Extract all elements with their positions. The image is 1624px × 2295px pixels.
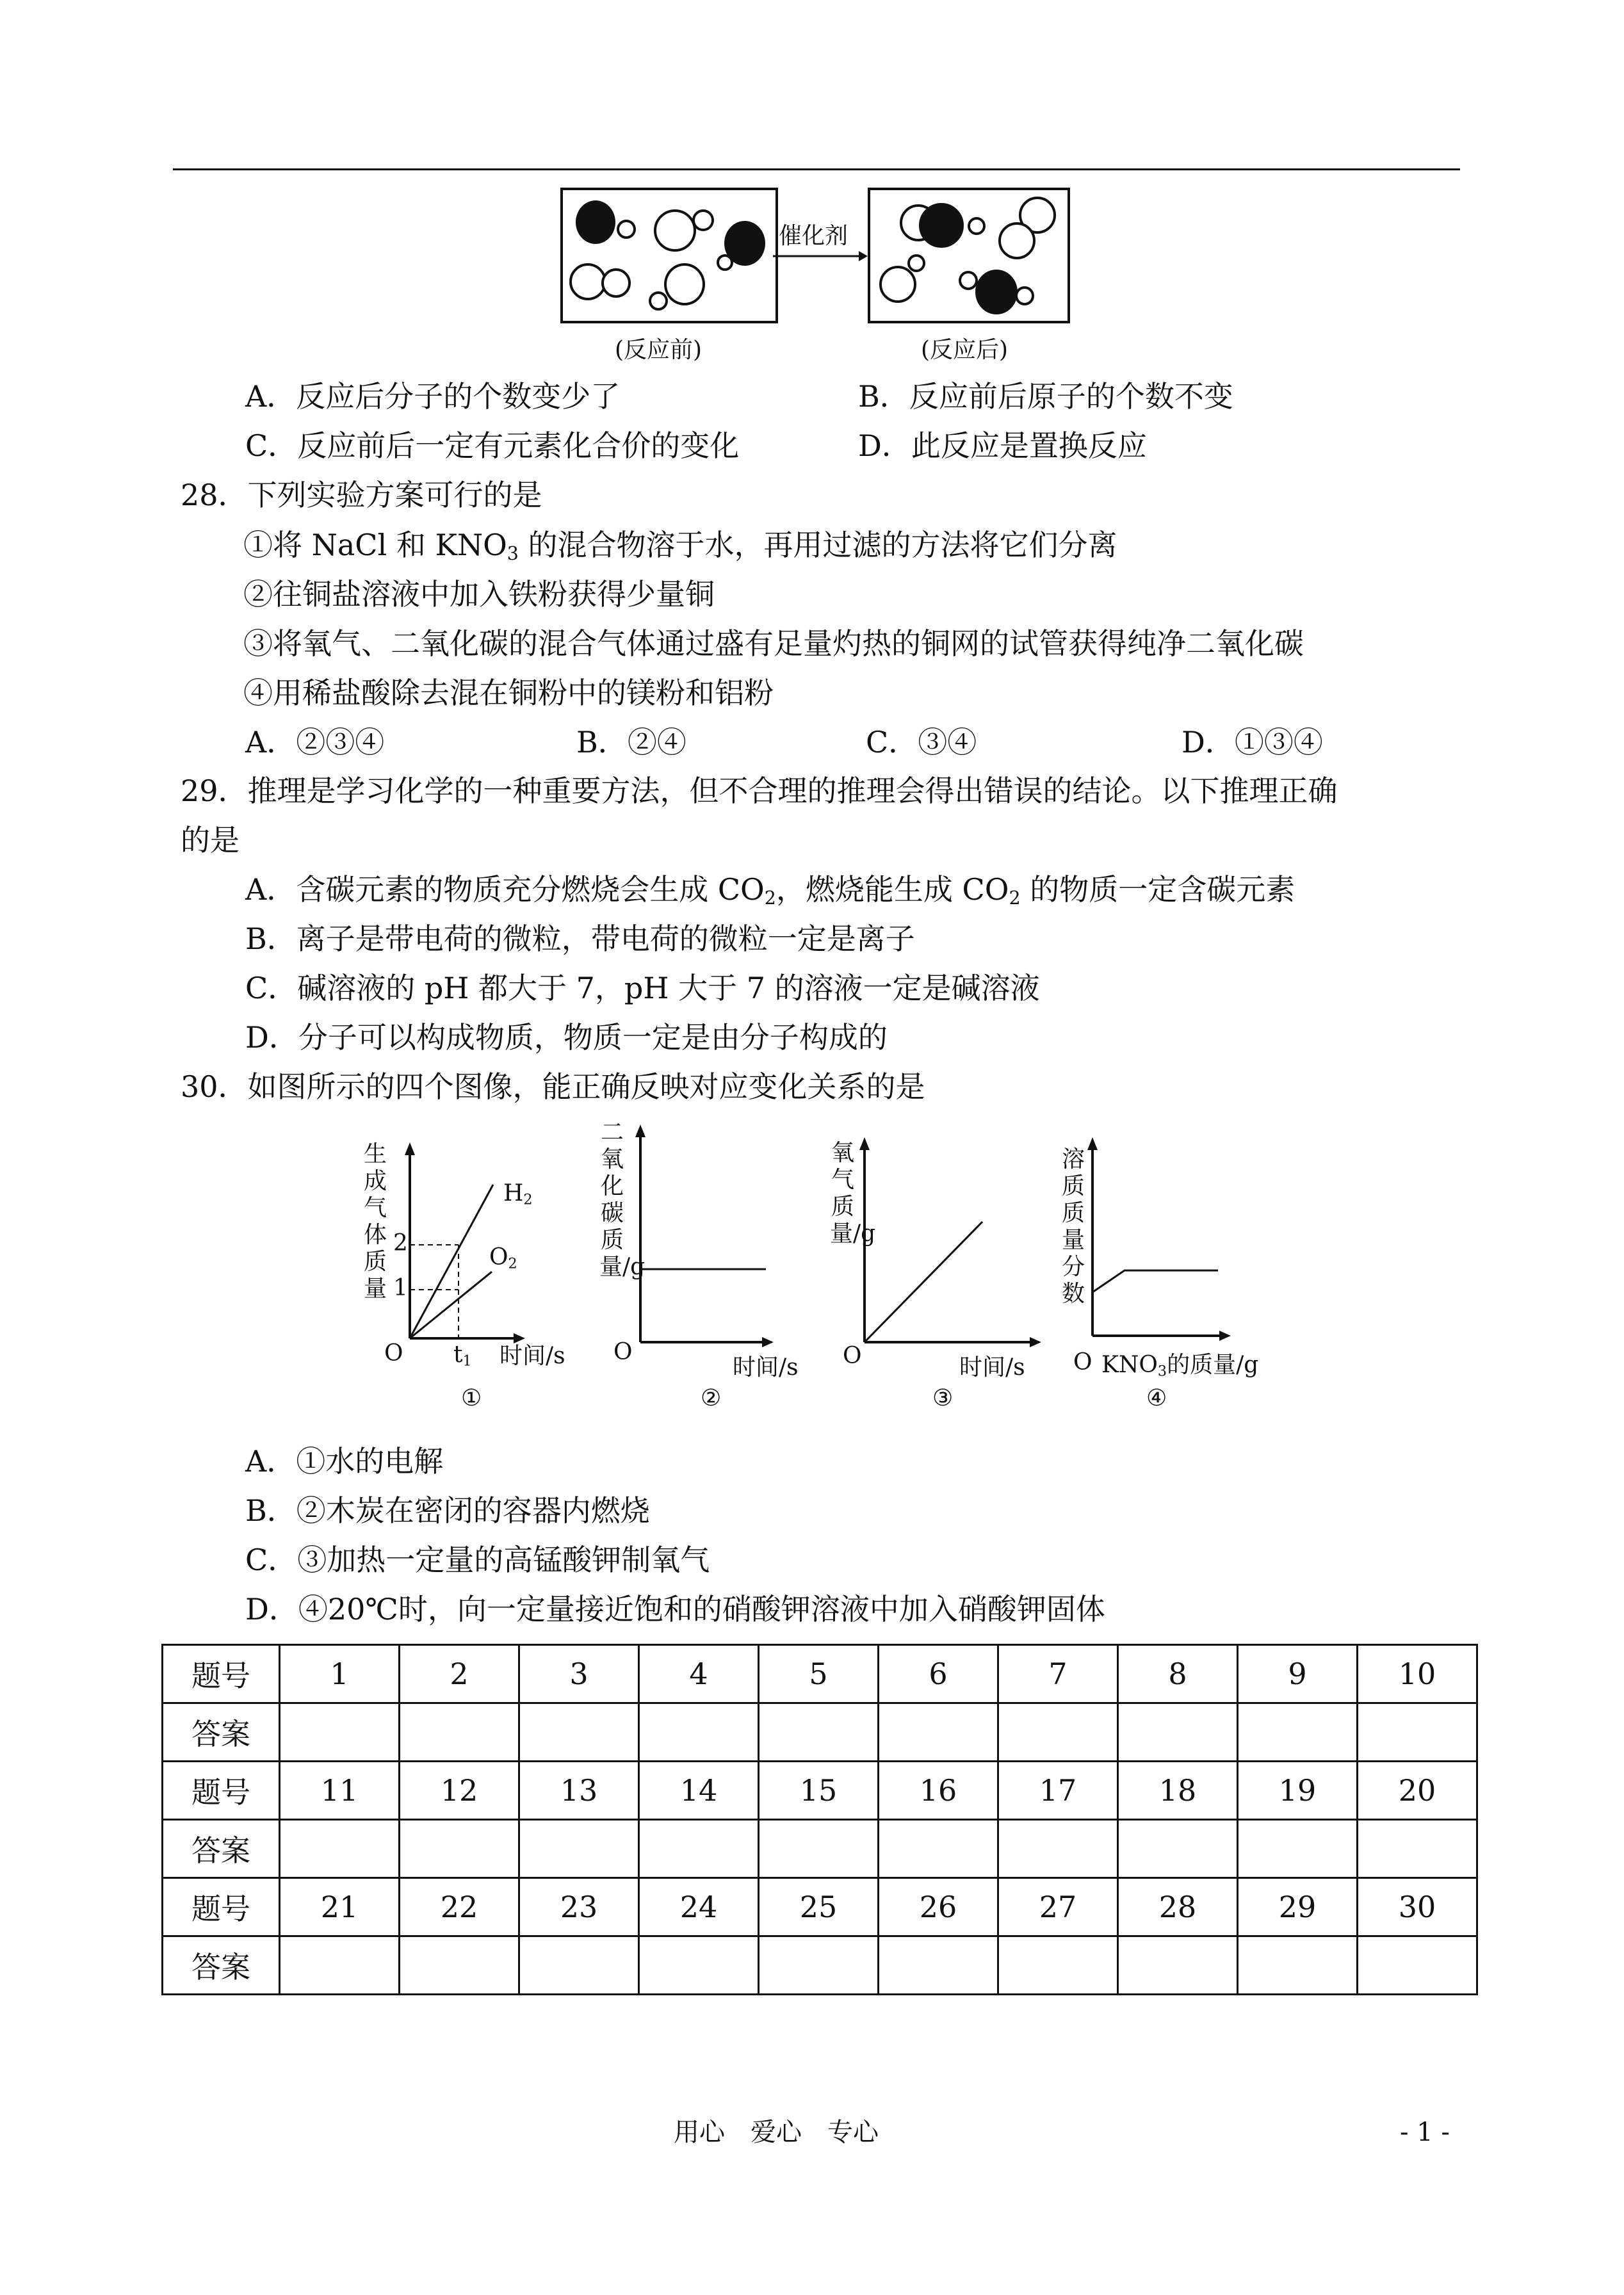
footer-motto: 用心 爱心 专心 [674,2118,879,2147]
answer-cell[interactable] [280,1820,400,1878]
row-header: 答案 [163,1820,280,1878]
graph2-xlabel: 时间/s [733,1354,799,1381]
graph1-ylabel: 生成气体质量 [363,1141,387,1302]
answer-cell[interactable] [1118,1936,1238,1995]
question-number-cell: 7 [998,1645,1118,1703]
question-number-cell: 28 [1118,1878,1238,1936]
answer-cell[interactable] [400,1936,519,1995]
white-atom-small [1015,286,1034,305]
graph2-number: ② [701,1385,722,1411]
question-number-cell: 11 [280,1762,400,1820]
row-header: 题号 [163,1762,280,1820]
answer-cell[interactable] [400,1703,519,1762]
graph2-ylabel: 二氧化碳质量/g [599,1119,646,1280]
q28-choice-d: D．①③④ [1181,725,1323,759]
question-number-cell: 1 [280,1645,400,1703]
answer-cell[interactable] [280,1703,400,1762]
white-atom [664,263,705,305]
question-number-cell: 6 [879,1645,998,1703]
table-row [163,1820,1477,1878]
header-rule [173,168,1460,170]
white-atom [654,209,696,252]
row-header: 题号 [163,1645,280,1703]
graph3-number: ③ [932,1385,954,1411]
q28-choice-a: A．②③④ [245,725,385,759]
black-atom [975,270,1018,314]
answer-cell[interactable] [1358,1703,1477,1762]
q28-item-3: ③将氧气、二氧化碳的混合气体通过盛有足量灼热的铜网的试管获得纯净二氧化碳 [243,626,1304,661]
question-number-cell: 21 [280,1878,400,1936]
table-row [163,1936,1477,1995]
row-header: 题号 [163,1878,280,1936]
q28-item-2: ②往铜盐溶液中加入铁粉获得少量铜 [243,577,715,612]
question-number-cell: 4 [639,1645,759,1703]
question-number-cell: 26 [879,1878,998,1936]
answer-cell[interactable] [639,1703,759,1762]
answer-cell[interactable] [998,1820,1118,1878]
q28-stem: 28．下列实验方案可行的是 [181,478,542,512]
q29-stem-line2: 的是 [181,823,240,857]
graph1-h2-label: $H_2$ [503,1180,533,1208]
answer-cell[interactable] [998,1936,1118,1995]
graph1-t1: $t_1$ [453,1342,472,1370]
question-number-cell: 5 [759,1645,879,1703]
q27-option-d: D．此反应是置换反应 [858,428,1147,463]
q30-option-d: D．④20℃时，向一定量接近饱和的硝酸钾溶液中加入硝酸钾固体 [245,1592,1105,1626]
white-atom [879,266,916,303]
question-number-cell: 9 [1238,1645,1358,1703]
question-number-cell: 27 [998,1878,1118,1936]
catalyst-label: 催化剂 [779,223,849,249]
answer-cell[interactable] [1118,1820,1238,1878]
q30-option-a: A．①水的电解 [245,1444,444,1479]
after-label: (反应后) [921,337,1009,363]
reaction-arrow [773,248,869,264]
answer-cell[interactable] [519,1703,639,1762]
h2-line [410,1185,493,1338]
graph4-ylabel: 溶质质量分数 [1061,1146,1085,1307]
white-atom [998,222,1035,259]
row-header: 答案 [163,1936,280,1995]
white-atom-small [617,220,636,239]
answer-cell[interactable] [879,1936,998,1995]
answer-cell[interactable] [759,1936,879,1995]
graph1-o2-label: $O_2$ [489,1244,517,1272]
q29-option-a: A．含碳元素的物质充分燃烧会生成 $CO_2$，燃烧能生成 $CO_2$ 的物质一定含碳元素 [245,872,1295,909]
question-number-cell: 23 [519,1878,639,1936]
answer-cell[interactable] [519,1936,639,1995]
question-number-cell: 13 [519,1762,639,1820]
answer-cell[interactable] [759,1820,879,1878]
graph1-xlabel: 时间/s [499,1343,565,1369]
table-row [163,1762,1477,1820]
graph2-origin: O [613,1339,633,1365]
graph1-origin: O [384,1340,403,1366]
q29-option-c: C．碱溶液的 pH 都大于 7，pH 大于 7 的溶液一定是碱溶液 [245,971,1040,1005]
question-number-cell: 14 [639,1762,759,1820]
solute-fraction-line [1092,1270,1218,1292]
white-atom-small [692,209,714,231]
q29-option-d: D．分子可以构成物质，物质一定是由分子构成的 [245,1020,888,1055]
answer-cell[interactable] [1358,1936,1477,1995]
answer-cell[interactable] [519,1820,639,1878]
table-row [163,1645,1477,1703]
question-number-cell: 10 [1358,1645,1477,1703]
answer-cell[interactable] [1238,1936,1358,1995]
white-atom-small [649,291,668,311]
question-number-cell: 3 [519,1645,639,1703]
white-atom-small [959,271,978,290]
graph3-ylabel: 氧气质量/g [830,1140,876,1247]
question-number-cell: 25 [759,1878,879,1936]
black-atom [919,203,964,248]
graph2-plot [628,1122,775,1355]
white-atom-small [717,254,733,271]
question-number-cell: 29 [1238,1878,1358,1936]
answer-cell[interactable] [1358,1820,1477,1878]
answer-cell[interactable] [759,1703,879,1762]
question-number-cell: 19 [1238,1762,1358,1820]
white-atom [601,268,631,298]
graph1-tick-2: 2 [393,1230,408,1256]
question-number-cell: 12 [400,1762,519,1820]
graph1-tick-1: 1 [393,1275,408,1301]
q28-item-4: ④用稀盐酸除去混在铜粉中的镁粉和铝粉 [243,676,774,710]
question-number-cell: 16 [879,1762,998,1820]
question-number-cell: 30 [1358,1878,1477,1936]
q30-option-c: C．③加热一定量的高锰酸钾制氧气 [245,1543,710,1577]
graph4-plot [1080,1135,1233,1349]
graph4-xlabel: $KNO_3$的质量/g [1101,1352,1259,1380]
q30-option-b: B．②木炭在密闭的容器内燃烧 [245,1493,650,1528]
answer-cell[interactable] [1238,1820,1358,1878]
question-number-cell: 18 [1118,1762,1238,1820]
answer-cell[interactable] [879,1703,998,1762]
table-row [163,1878,1477,1936]
question-number-cell: 8 [1118,1645,1238,1703]
q29-stem-line1: 29．推理是学习化学的一种重要方法，但不合理的推理会得出错误的结论。以下推理正确 [181,774,1338,808]
q28-choice-b: B．②④ [576,725,686,759]
answer-cell[interactable] [1118,1703,1238,1762]
q29-option-b: B．离子是带电荷的微粒，带电荷的微粒一定是离子 [245,921,915,956]
black-atom [576,200,615,244]
q27-option-a: A．反应后分子的个数变少了 [245,379,621,414]
answer-cell[interactable] [400,1820,519,1878]
question-number-cell: 17 [998,1762,1118,1820]
answer-cell[interactable] [639,1820,759,1878]
q28-choice-c: C．③④ [866,725,977,759]
answer-cell[interactable] [1238,1703,1358,1762]
answer-cell[interactable] [639,1936,759,1995]
graph4-origin: O [1073,1349,1092,1375]
after-box [868,188,1070,323]
o2-line [410,1272,492,1338]
graph3-origin: O [843,1343,862,1369]
q30-stem: 30．如图所示的四个图像，能正确反映对应变化关系的是 [181,1069,925,1104]
graph3-plot [852,1135,1044,1355]
q27-option-b: B．反应前后原子的个数不变 [858,379,1233,414]
question-number-cell: 20 [1358,1762,1477,1820]
question-number-cell: 15 [759,1762,879,1820]
table-row [163,1703,1477,1762]
answer-table [161,1644,1478,1995]
answer-cell[interactable] [879,1820,998,1878]
answer-cell[interactable] [280,1936,400,1995]
page-number: - 1 - [1400,2118,1450,2147]
question-number-cell: 24 [639,1878,759,1936]
white-atom-small [907,254,925,272]
q27-option-c: C．反应前后一定有元素化合价的变化 [245,428,740,463]
before-box [560,188,778,323]
white-atom-small [968,217,986,235]
graph1-number: ① [461,1385,482,1411]
before-label: (反应前) [615,337,702,363]
question-number-cell: 2 [400,1645,519,1703]
row-header: 答案 [163,1703,280,1762]
question-number-cell: 22 [400,1878,519,1936]
o2-mass-line [865,1222,982,1342]
q28-item-1: ①将 NaCl 和 $KNO_3$ 的混合物溶于水，再用过滤的方法将它们分离 [243,528,1117,565]
answer-cell[interactable] [998,1703,1118,1762]
graph3-xlabel: 时间/s [959,1354,1025,1381]
graph4-number: ④ [1146,1385,1167,1411]
